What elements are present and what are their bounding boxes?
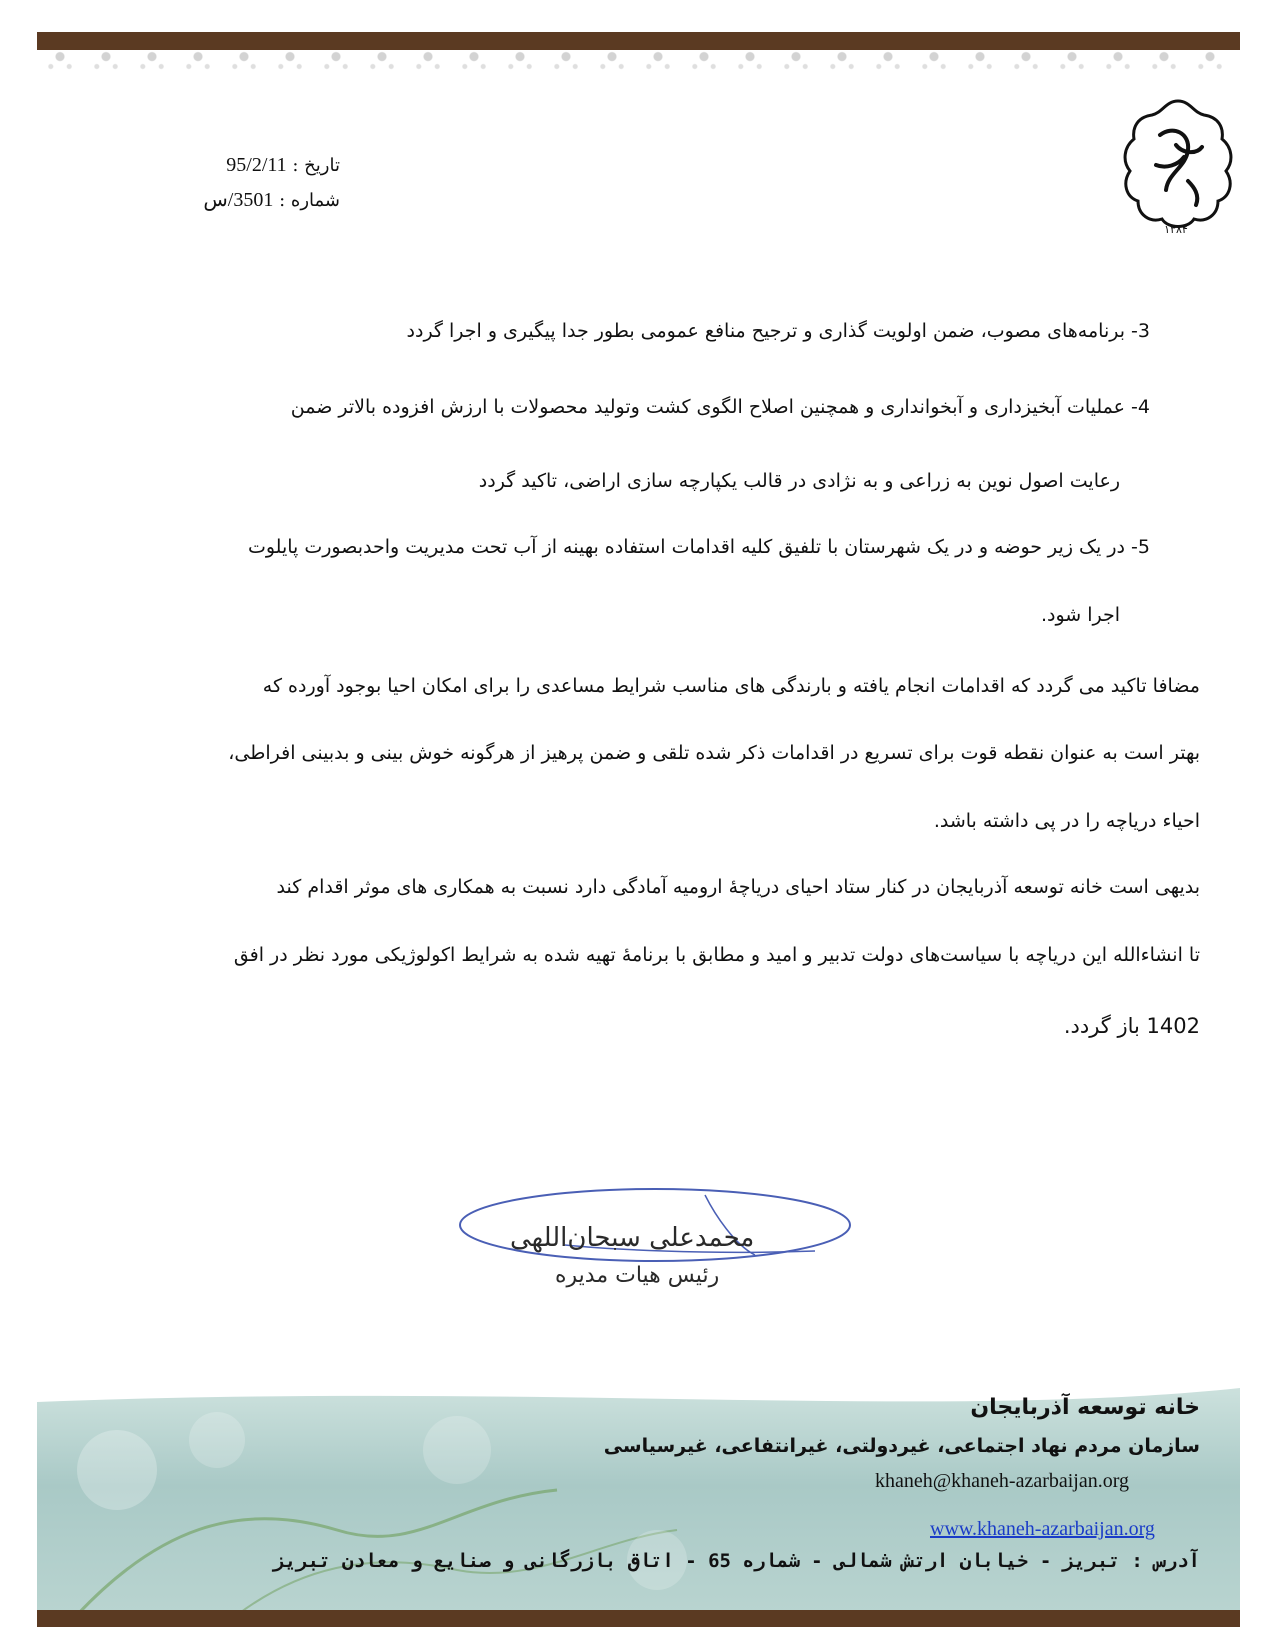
letter-meta [190, 148, 340, 218]
svg-text:۱۳۸۴: ۱۳۸۴ [1164, 223, 1188, 236]
floral-border-ornament [37, 50, 1240, 72]
date-label: تاریخ : [292, 155, 340, 176]
bottom-border-band [37, 1610, 1240, 1627]
list-item-5-line-2: اجرا شود. [1040, 604, 1120, 626]
organization-description: سازمان مردم نهاد اجتماعی، غیردولتی، غیرانتفاعی، غیرسیاسی [603, 1435, 1200, 1457]
organization-email[interactable]: khaneh@khaneh-azarbaijan.org [875, 1470, 1130, 1492]
organization-name: خانه توسعه آذربایجان [970, 1395, 1200, 1420]
list-item-4-line-1: 4- عملیات آبخیزداری و آبخوانداری و همچنین اصلاح الگوی کشت وتولید محصولات با ارزش افزوده بالاتر ضمن [290, 396, 1150, 418]
list-item-5-line-1: 5- در یک زیر حوضه و در یک شهرستان با تلفیق کلیه اقدامات استفاده بهینه از آب تحت مدیریت واحدبصورت پایلوت [247, 536, 1150, 558]
paragraph-line: احیاء دریاچه را در پی داشته باشد. [933, 810, 1200, 832]
list-item-3: 3- برنامه‌های مصوب، ضمن اولویت گذاری و ترجیح منافع عمومی بطور جدا پیگیری و اجرا گردد [406, 320, 1150, 342]
number-value: 3501/س [203, 189, 274, 211]
top-border-band [37, 32, 1240, 50]
number-row [190, 183, 340, 218]
signature-block [455, 1185, 875, 1295]
organization-website-link[interactable]: www.khaneh-azarbaijan.org [930, 1518, 1155, 1540]
paragraph-line: بدیهی است خانه توسعه آذربایجان در کنار ستاد احیای دریاچهٔ ارومیه آمادگی دارد نسبت به همکاری های موثر اقدام کند [276, 876, 1200, 898]
list-item-4-line-2: رعایت اصول نوین به زراعی و به نژادی در قالب یکپارچه سازی اراضی، تاکید گردد [478, 470, 1120, 492]
paragraph-line: بهتر است به عنوان نقطه قوت برای تسریع در اقدامات ذکر شده تلقی و ضمن پرهیز از هرگونه خوش بینی و بدبینی افراطی، [228, 742, 1200, 764]
date-value: 95/2/11 [226, 154, 287, 176]
letter-body [150, 320, 1210, 1080]
paragraph-line: تا انشاءالله این دریاچه با سیاست‌های دولت تدبیر و امید و مطابق با برنامهٔ تهیه شده به شرایط اکولوژیکی مورد نظر در افق [233, 944, 1200, 966]
calligraphy-seal-icon [1118, 95, 1238, 245]
signer-title: رئیس هیات مدیره [555, 1263, 720, 1288]
organization-address: آدرس : تبریز - خیابان ارتش شمالی - شماره 65 - اتاق بازرگانی و صنایع و معادن تبریز [273, 1550, 1200, 1572]
signer-name: محمدعلی سبحان‌اللهی [510, 1223, 755, 1253]
paragraph-line: مضافا تاکید می گردد که اقدامات انجام یافته و بارندگی های مناسب شرایط مساعدی را برای امکان احیا بوجود آورده که [262, 675, 1200, 697]
paragraph-line: 1402 باز گردد. [1063, 1014, 1200, 1038]
date-row [190, 148, 340, 183]
number-label: شماره : [279, 190, 340, 211]
